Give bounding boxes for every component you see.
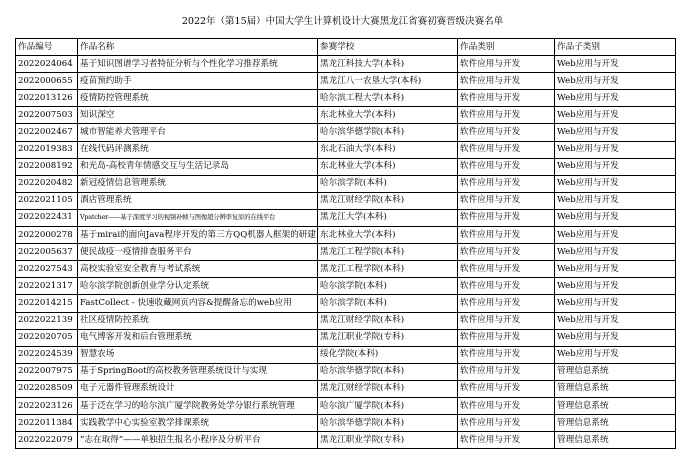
cell-subcategory: Web应用与开发 bbox=[555, 175, 676, 192]
cell-category: 软件应用与开发 bbox=[458, 141, 555, 158]
table-row bbox=[16, 312, 676, 329]
cell-category: 软件应用与开发 bbox=[458, 244, 555, 261]
cell-category: 软件应用与开发 bbox=[458, 158, 555, 175]
cell-school: 黑龙江职业学院(专科) bbox=[318, 432, 458, 449]
cell-school: 黑龙江财经学院(本科) bbox=[318, 312, 458, 329]
finalist-table bbox=[15, 38, 676, 449]
cell-work-name: 实践教学中心实验室教学排课系统 bbox=[78, 415, 318, 432]
cell-subcategory: Web应用与开发 bbox=[555, 278, 676, 295]
cell-school: 哈尔滨华德学院(本科) bbox=[318, 124, 458, 141]
cell-category: 软件应用与开发 bbox=[458, 432, 555, 449]
cell-category: 软件应用与开发 bbox=[458, 415, 555, 432]
table-row bbox=[16, 363, 676, 380]
cell-school: 哈尔滨学院(本科) bbox=[318, 175, 458, 192]
table-row bbox=[16, 56, 676, 73]
table-row bbox=[16, 227, 676, 244]
cell-id: 2022022139 bbox=[16, 312, 78, 329]
document-title: 2022年（第15届）中国大学生计算机设计大赛黑龙江省赛初赛晋级决赛名单 bbox=[181, 16, 504, 27]
cell-category: 软件应用与开发 bbox=[458, 56, 555, 73]
cell-category: 软件应用与开发 bbox=[458, 175, 555, 192]
table-row bbox=[16, 380, 676, 397]
cell-school: 黑龙江财经学院(本科) bbox=[318, 380, 458, 397]
cell-id: 2022019383 bbox=[16, 141, 78, 158]
cell-subcategory: Web应用与开发 bbox=[555, 56, 676, 73]
cell-work-name: 电气博客开发和后台管理系统 bbox=[78, 329, 318, 346]
cell-subcategory: Web应用与开发 bbox=[555, 141, 676, 158]
cell-category: 软件应用与开发 bbox=[458, 295, 555, 312]
cell-category: 软件应用与开发 bbox=[458, 346, 555, 363]
table-row bbox=[16, 432, 676, 449]
col-header-category: 作品类别 bbox=[458, 39, 555, 56]
cell-id: 2022007975 bbox=[16, 363, 78, 380]
cell-work-name: 社区疫情防控系统 bbox=[78, 312, 318, 329]
cell-subcategory: Web应用与开发 bbox=[555, 227, 676, 244]
cell-category: 软件应用与开发 bbox=[458, 261, 555, 278]
cell-school: 黑龙江科技大学(本科) bbox=[318, 56, 458, 73]
cell-id: 2022021105 bbox=[16, 192, 78, 209]
cell-work-name: 新冠疫情信息管理系统 bbox=[78, 175, 318, 192]
table-row bbox=[16, 244, 676, 261]
cell-id: 2022020482 bbox=[16, 175, 78, 192]
col-header-school: 参赛学校 bbox=[318, 39, 458, 56]
cell-id: 2022013126 bbox=[16, 90, 78, 107]
cell-category: 软件应用与开发 bbox=[458, 363, 555, 380]
table-row bbox=[16, 73, 676, 90]
cell-id: 2022007503 bbox=[16, 107, 78, 124]
cell-work-name: 基于泛在学习的哈尔滨广厦学院教务处学分银行系统管理 bbox=[78, 397, 318, 414]
cell-subcategory: Web应用与开发 bbox=[555, 295, 676, 312]
cell-school: 哈尔滨华德学院(本科) bbox=[318, 415, 458, 432]
cell-subcategory: 管理信息系统 bbox=[555, 363, 676, 380]
cell-subcategory: 管理信息系统 bbox=[555, 397, 676, 414]
cell-subcategory: 管理信息系统 bbox=[555, 432, 676, 449]
cell-work-name: FastCollect - 快速收藏网页内容&提醒备忘的web应用 bbox=[78, 295, 318, 312]
cell-category: 软件应用与开发 bbox=[458, 227, 555, 244]
cell-id: 2022024539 bbox=[16, 346, 78, 363]
col-header-id: 作品编号 bbox=[16, 39, 78, 56]
cell-subcategory: Web应用与开发 bbox=[555, 158, 676, 175]
cell-school: 黑龙江财经学院(本科) bbox=[318, 192, 458, 209]
cell-subcategory: Web应用与开发 bbox=[555, 244, 676, 261]
table-row bbox=[16, 141, 676, 158]
cell-category: 软件应用与开发 bbox=[458, 124, 555, 141]
table-row bbox=[16, 124, 676, 141]
table-row bbox=[16, 158, 676, 175]
cell-subcategory: Web应用与开发 bbox=[555, 261, 676, 278]
cell-subcategory: Web应用与开发 bbox=[555, 124, 676, 141]
cell-work-name: 高校实验室安全教育与考试系统 bbox=[78, 261, 318, 278]
table-row bbox=[16, 107, 676, 124]
header-row bbox=[16, 39, 676, 56]
cell-id: 2022000655 bbox=[16, 73, 78, 90]
cell-school: 哈尔滨学院(本科) bbox=[318, 278, 458, 295]
cell-subcategory: Web应用与开发 bbox=[555, 312, 676, 329]
cell-school: 黑龙江八一农垦大学(本科) bbox=[318, 73, 458, 90]
table-row bbox=[16, 192, 676, 209]
cell-id: 2022023126 bbox=[16, 397, 78, 414]
cell-work-name: 基于mirai的面向Java程序开发的第三方QQ机器人框架的研建 bbox=[78, 227, 318, 244]
cell-category: 软件应用与开发 bbox=[458, 380, 555, 397]
cell-subcategory: 管理信息系统 bbox=[555, 415, 676, 432]
cell-category: 软件应用与开发 bbox=[458, 192, 555, 209]
cell-school: 哈尔滨学院(本科) bbox=[318, 295, 458, 312]
table-row bbox=[16, 397, 676, 414]
cell-subcategory: Web应用与开发 bbox=[555, 192, 676, 209]
table-row bbox=[16, 346, 676, 363]
cell-work-name: “志在取得”——单独招生报名小程序及分析平台 bbox=[78, 432, 318, 449]
cell-id: 2022008192 bbox=[16, 158, 78, 175]
cell-work-name: 知识深空 bbox=[78, 107, 318, 124]
cell-category: 软件应用与开发 bbox=[458, 312, 555, 329]
table-row bbox=[16, 209, 676, 226]
table-body bbox=[16, 56, 676, 449]
cell-id: 2022022431 bbox=[16, 209, 78, 226]
cell-category: 软件应用与开发 bbox=[458, 397, 555, 414]
cell-school: 东北林业大学(本科) bbox=[318, 107, 458, 124]
cell-id: 2022005637 bbox=[16, 244, 78, 261]
cell-id: 2022000278 bbox=[16, 227, 78, 244]
cell-subcategory: Web应用与开发 bbox=[555, 107, 676, 124]
cell-work-name: 城市智能养犬管理平台 bbox=[78, 124, 318, 141]
cell-id: 2022027543 bbox=[16, 261, 78, 278]
cell-category: 软件应用与开发 bbox=[458, 278, 555, 295]
cell-work-name: 智慧农场 bbox=[78, 346, 318, 363]
cell-id: 2022002467 bbox=[16, 124, 78, 141]
cell-school: 哈尔滨工程大学(本科) bbox=[318, 90, 458, 107]
cell-work-name: 疫苗预约助手 bbox=[78, 73, 318, 90]
cell-work-name: 便民战疫一疫情排查服务平台 bbox=[78, 244, 318, 261]
cell-subcategory: Web应用与开发 bbox=[555, 329, 676, 346]
cell-id: 2022011384 bbox=[16, 415, 78, 432]
cell-work-name: 基于SpringBoot的高校教务管理系统设计与实现 bbox=[78, 363, 318, 380]
col-header-subcategory: 作品子类别 bbox=[555, 39, 676, 56]
cell-school: 绥化学院(本科) bbox=[318, 346, 458, 363]
cell-id: 2022024064 bbox=[16, 56, 78, 73]
table-row bbox=[16, 261, 676, 278]
cell-work-name: 电子元器件管理系统设计 bbox=[78, 380, 318, 397]
cell-work-name: Vpatcher——基于深度学习的视频补帧与图像超分辨率复原的在线平台 bbox=[78, 209, 318, 226]
cell-school: 黑龙江职业学院(专科) bbox=[318, 329, 458, 346]
cell-work-name: 疫情防控管理系统 bbox=[78, 90, 318, 107]
cell-category: 软件应用与开发 bbox=[458, 73, 555, 90]
table-row bbox=[16, 175, 676, 192]
cell-work-name: 和光岛-高校青年情感交互与生活记录岛 bbox=[78, 158, 318, 175]
cell-category: 软件应用与开发 bbox=[458, 329, 555, 346]
cell-school: 哈尔滨华德学院(本科) bbox=[318, 363, 458, 380]
table-row bbox=[16, 278, 676, 295]
cell-id: 2022014215 bbox=[16, 295, 78, 312]
cell-subcategory: Web应用与开发 bbox=[555, 346, 676, 363]
cell-id: 2022022079 bbox=[16, 432, 78, 449]
cell-subcategory: Web应用与开发 bbox=[555, 73, 676, 90]
table-row bbox=[16, 295, 676, 312]
cell-id: 2022021317 bbox=[16, 278, 78, 295]
cell-school: 东北石油大学(本科) bbox=[318, 141, 458, 158]
cell-school: 东北林业大学(本科) bbox=[318, 158, 458, 175]
cell-work-name: 在线代码评测系统 bbox=[78, 141, 318, 158]
cell-school: 黑龙江工程学院(本科) bbox=[318, 244, 458, 261]
cell-school: 哈尔滨广厦学院(本科) bbox=[318, 397, 458, 414]
cell-subcategory: 管理信息系统 bbox=[555, 380, 676, 397]
cell-subcategory: Web应用与开发 bbox=[555, 90, 676, 107]
cell-work-name: 酒店管理系统 bbox=[78, 192, 318, 209]
cell-id: 2022028509 bbox=[16, 380, 78, 397]
cell-category: 软件应用与开发 bbox=[458, 209, 555, 226]
cell-school: 黑龙江工程学院(本科) bbox=[318, 261, 458, 278]
cell-category: 软件应用与开发 bbox=[458, 107, 555, 124]
cell-id: 2022020705 bbox=[16, 329, 78, 346]
cell-school: 东北林业大学(本科) bbox=[318, 227, 458, 244]
cell-work-name: 基于知识图谱学习者特征分析与个性化学习推荐系统 bbox=[78, 56, 318, 73]
cell-school: 黑龙江大学(本科) bbox=[318, 209, 458, 226]
cell-work-name: 哈尔滨学院创新创业学分认定系统 bbox=[78, 278, 318, 295]
table-row bbox=[16, 415, 676, 432]
table-row bbox=[16, 90, 676, 107]
col-header-name: 作品名称 bbox=[78, 39, 318, 56]
cell-subcategory: Web应用与开发 bbox=[555, 209, 676, 226]
table-row bbox=[16, 329, 676, 346]
cell-category: 软件应用与开发 bbox=[458, 90, 555, 107]
